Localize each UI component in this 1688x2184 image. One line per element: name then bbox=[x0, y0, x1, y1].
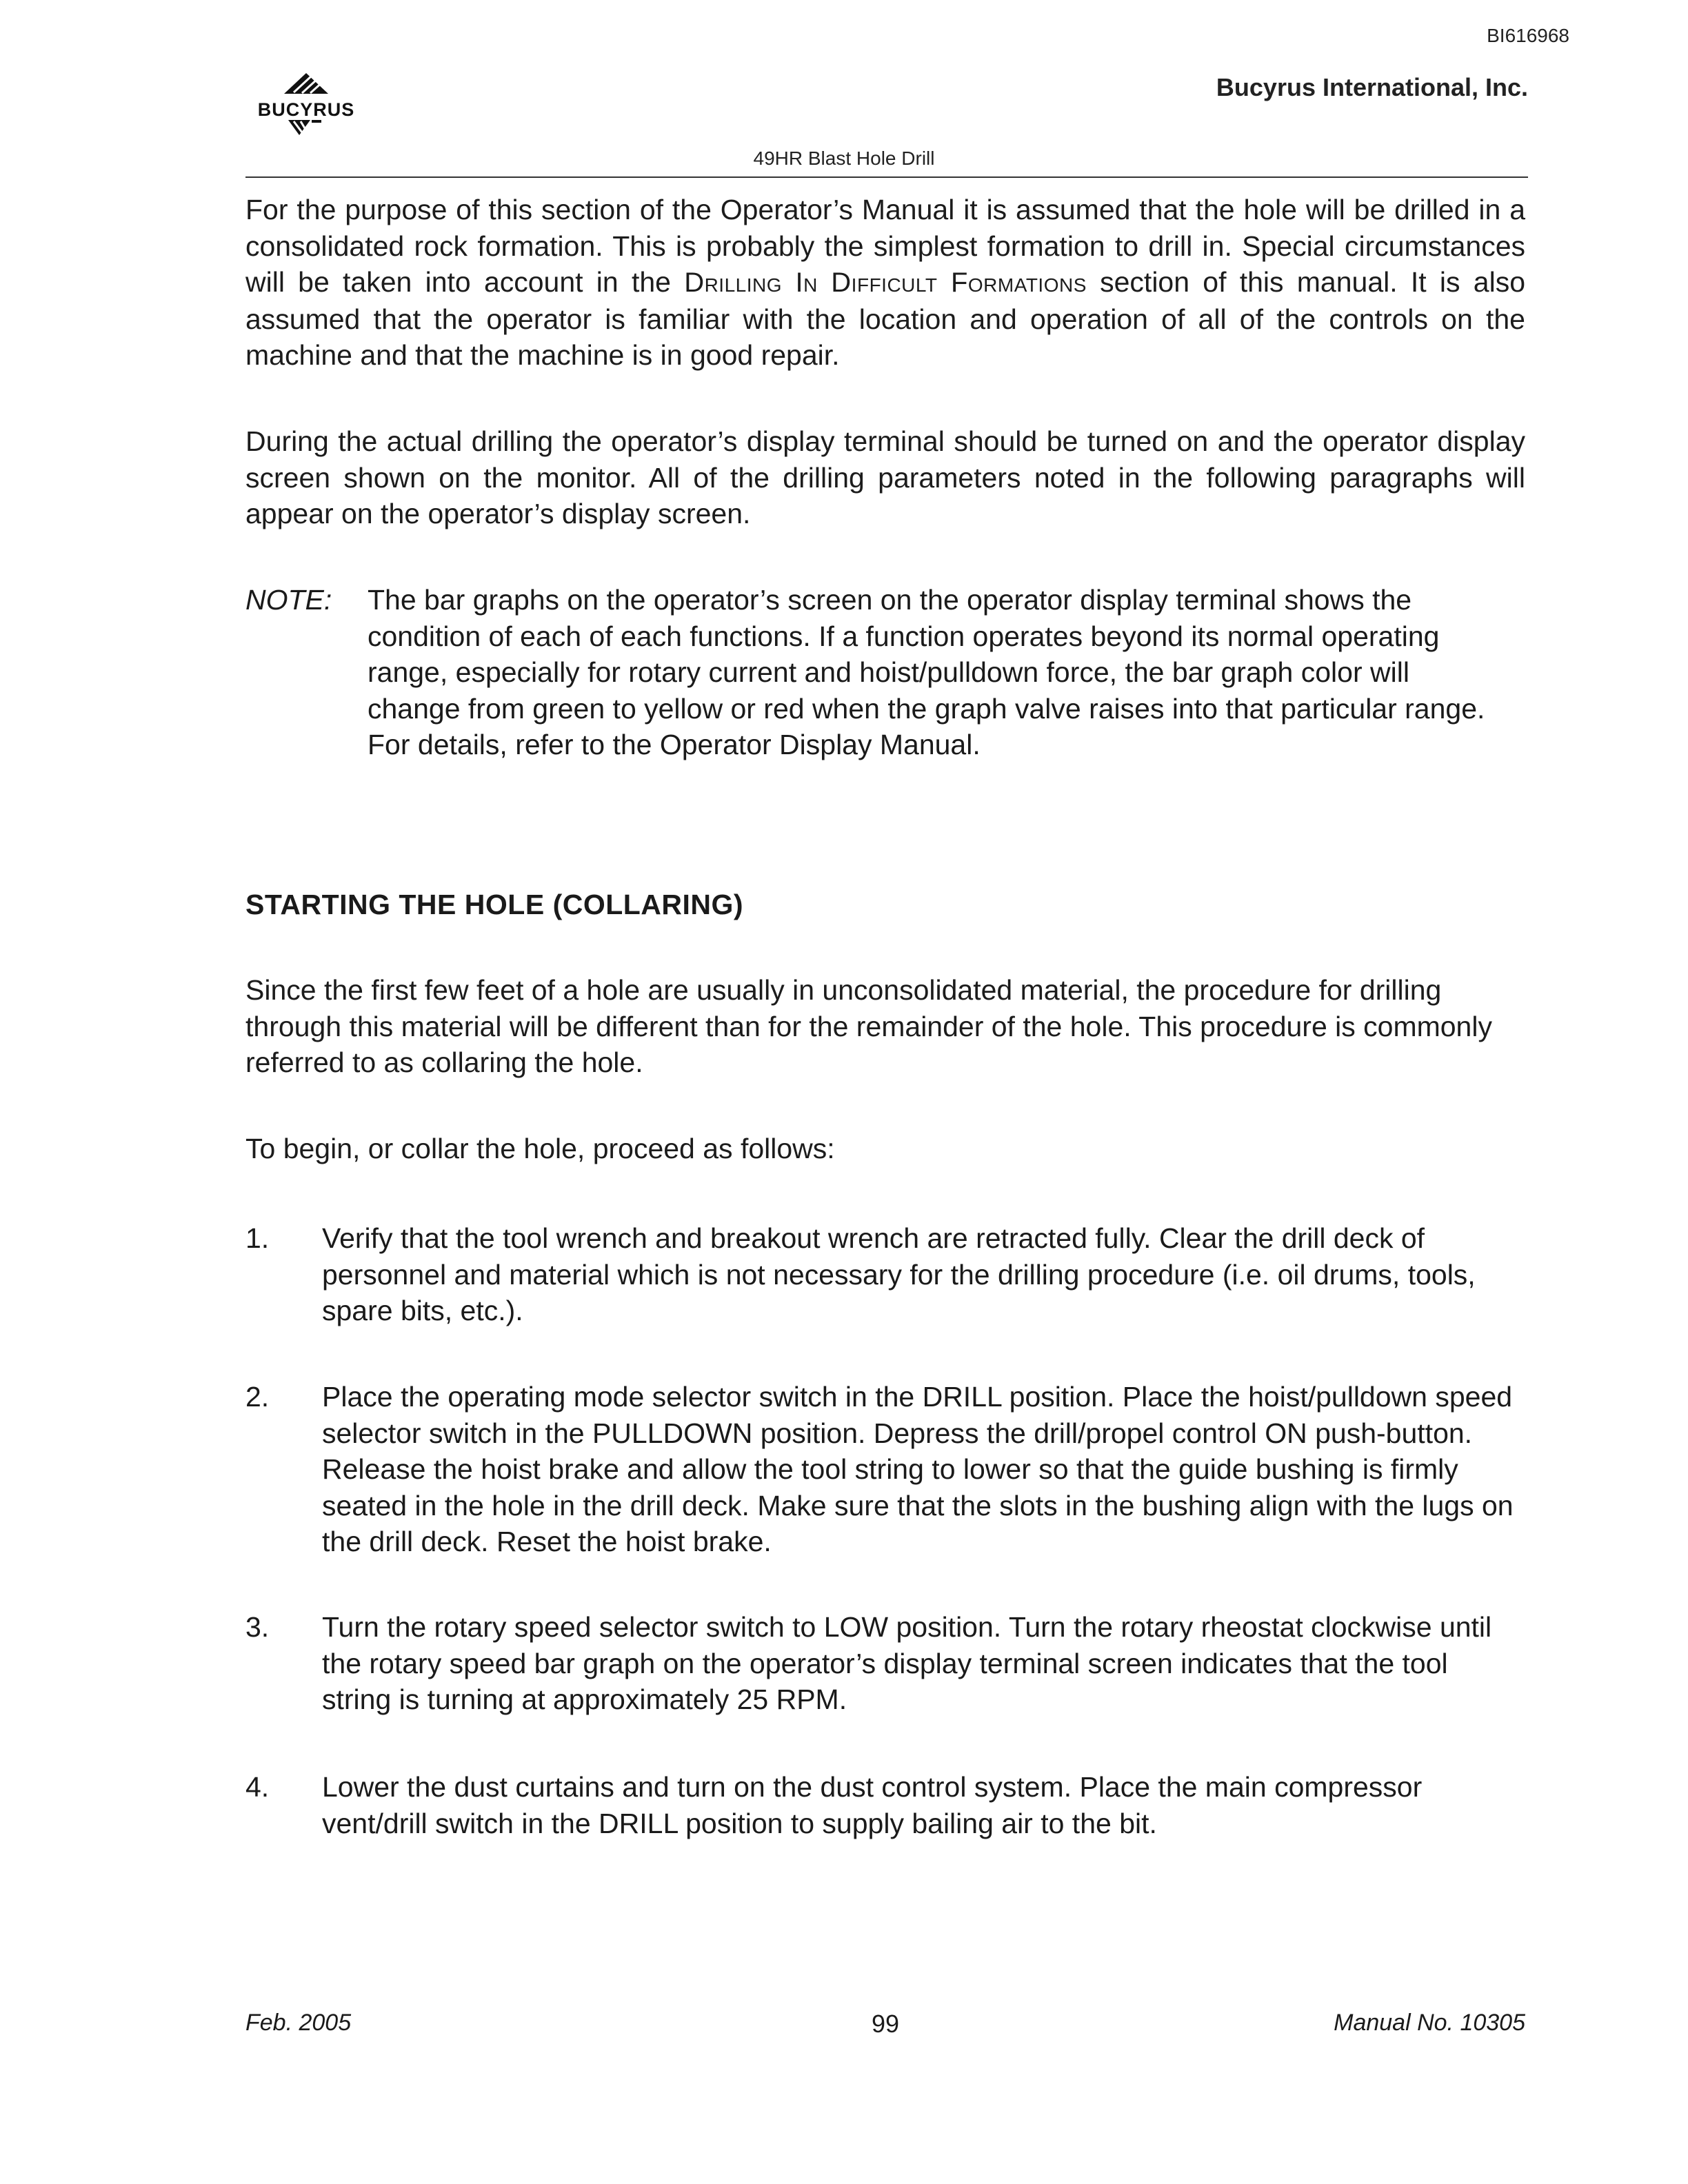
step-text: Lower the dust curtains and turn on the dust control system. Place the main compressor vent/drill switch in the DRILL position to supply bailing air to the bit. bbox=[322, 1771, 1423, 1839]
page-number: 99 bbox=[871, 2010, 900, 2038]
step-number: 4. bbox=[245, 1771, 270, 1803]
bucyrus-logo bbox=[245, 69, 367, 149]
intro-paragraph-1 bbox=[245, 192, 1525, 374]
manual-model-title: 49HR Blast Hole Drill bbox=[753, 148, 935, 169]
manual-number: Manual No. 10305 bbox=[1334, 2010, 1525, 2036]
header-divider bbox=[245, 176, 1528, 178]
note-text: The bar graphs on the operator’s screen on the operator display terminal shows the condition of each of each functions. If a function operates beyond its normal operating range, especially for rotary current and hoist/pulldown force, the bar graph color will change from green to yellow or red when the graph valve raises into that particular range. For details, refer to the Operator Display Manual. bbox=[368, 584, 1485, 760]
logo-text: BUCYRUS bbox=[257, 99, 355, 120]
section-heading: STARTING THE HOLE (COLLARING) bbox=[245, 889, 744, 920]
step-number: 2. bbox=[245, 1381, 270, 1413]
section-paragraph-2: To begin, or collar the hole, proceed as follows: bbox=[245, 1133, 835, 1164]
note-label: NOTE: bbox=[245, 584, 332, 616]
step-number: 1. bbox=[245, 1222, 270, 1254]
section-paragraph-1: Since the first few feet of a hole are usually in unconsolidated material, the procedure for drilling through this material will be different than for the remainder of the hole. This procedure is commonly referred to as collaring the hole. bbox=[245, 974, 1492, 1078]
section-reference: Drilling In Difficult Formations bbox=[684, 267, 1087, 298]
document-id: BI616968 bbox=[1487, 25, 1569, 46]
step-number: 3. bbox=[245, 1611, 270, 1643]
step-text: Verify that the tool wrench and breakout wrench are retracted fully. Clear the drill deck of personnel and material which is not necessary for the drilling procedure (i.e. oil drums, tools, spare bits, etc.). bbox=[322, 1222, 1476, 1326]
intro-text-b: section of this manual. It is also assumed that the operator is familiar with the location and operation of all of the controls on the machine and that the machine is in good repair. bbox=[245, 266, 1525, 371]
step-text: Place the operating mode selector switch in the DRILL position. Place the hoist/pulldown speed selector switch in the PULLDOWN position. Depress the drill/propel control ON push-button. Release the hoist brake and allow the tool string to lower so that the guide bushing is firmly seated in the hole in the drill deck. Make sure that the slots in the bushing align with the lugs on the drill deck. Reset the hoist brake. bbox=[322, 1381, 1514, 1557]
intro-paragraph-2: During the actual drilling the operator’s display terminal should be turned on and the operator display screen shown on the monitor. All of the drilling parameters noted in the following paragraphs will appear on the operator’s display screen. bbox=[245, 425, 1525, 529]
footer-date: Feb. 2005 bbox=[245, 2010, 352, 2036]
company-name: Bucyrus International, Inc. bbox=[1216, 73, 1528, 101]
step-text: Turn the rotary speed selector switch to LOW position. Turn the rotary rheostat clockwise until the rotary speed bar graph on the operator’s display terminal screen indicates that the tool string is turning at approximately 25 RPM. bbox=[322, 1611, 1492, 1715]
intro-text-a: For the purpose of this section of the Operator’s Manual it is assumed that the hole will be drilled in a consolidated rock formation. This is probably the simplest formation to drill in. Special circumstances will be taken into account in the bbox=[245, 194, 1525, 298]
